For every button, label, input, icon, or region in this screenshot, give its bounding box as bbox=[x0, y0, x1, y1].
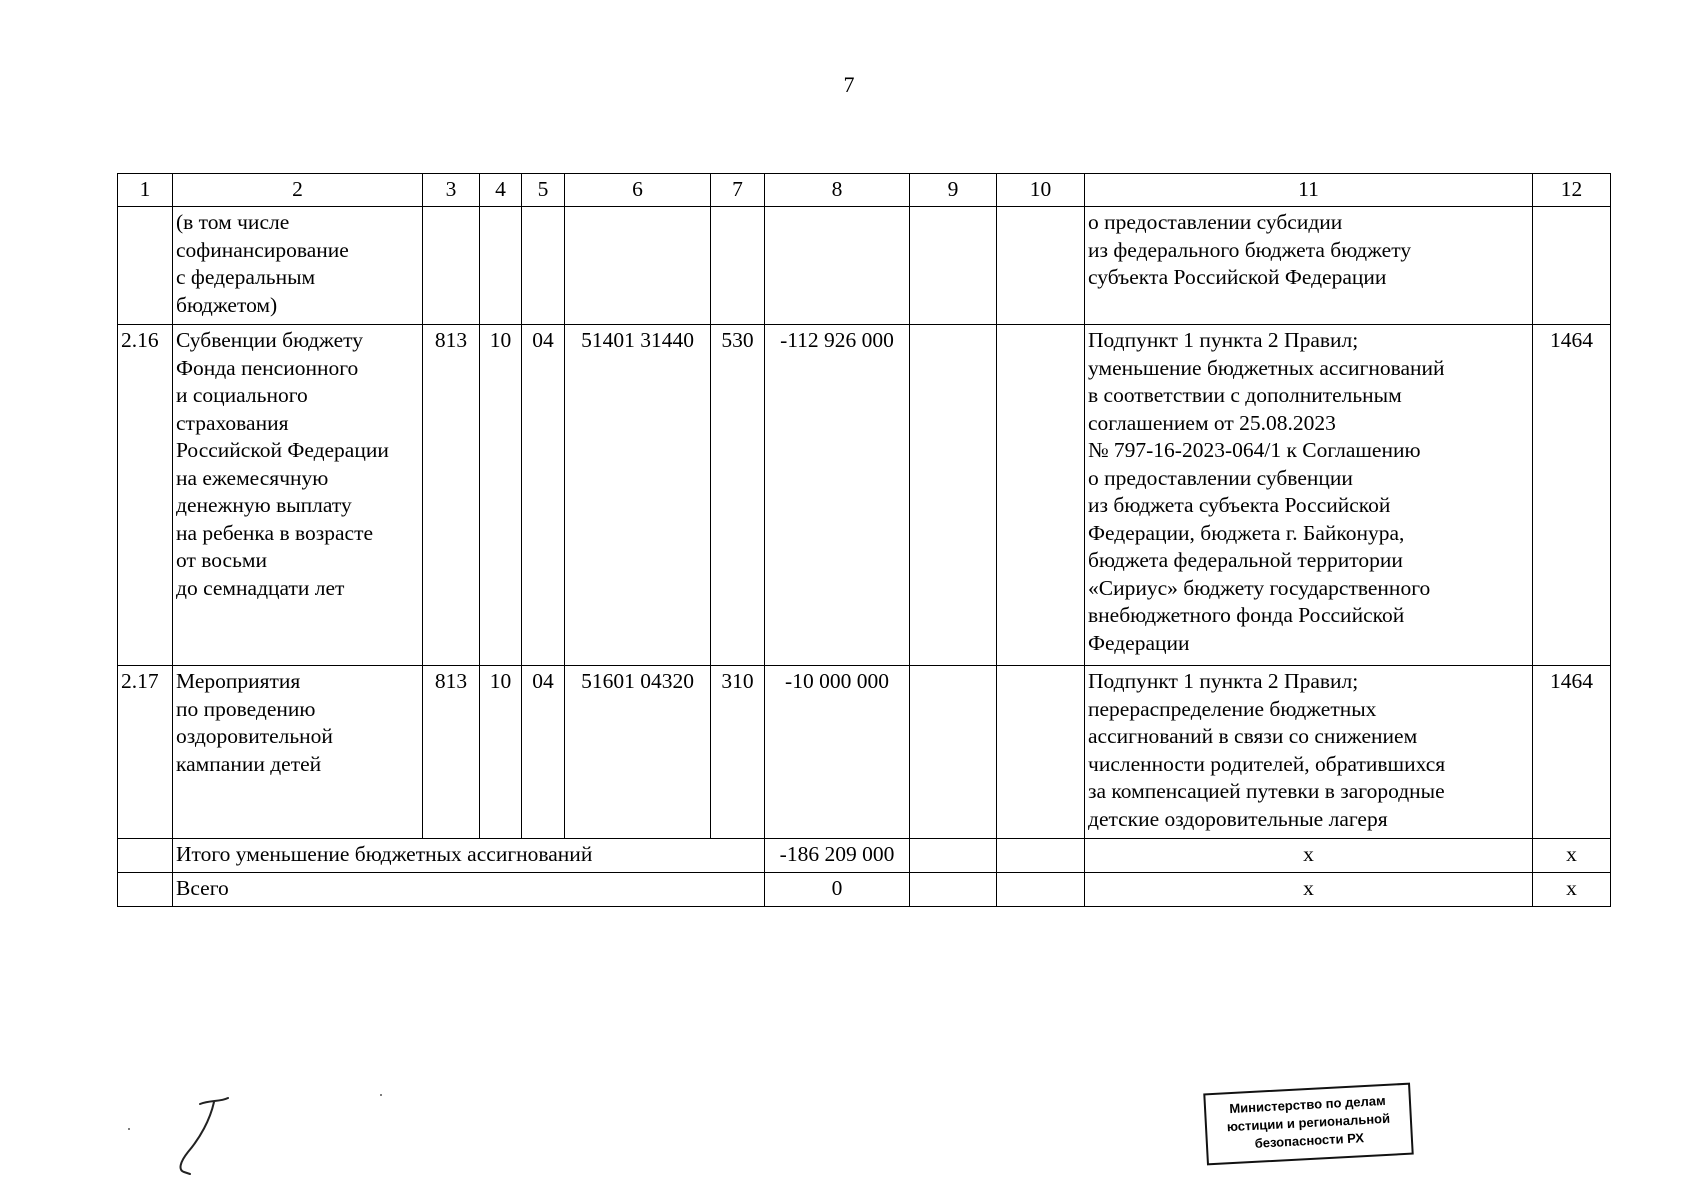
official-stamp bbox=[1203, 1083, 1413, 1166]
basis-text: Подпункт 1 пункта 2 Правил; перераспределение бюджетных ассигнований в связи со снижением численности родителей, обратившихся за компенсацией путевки в загородные детские оздоровительные лагеря bbox=[1085, 666, 1533, 839]
grand-total-row bbox=[118, 873, 1611, 907]
cell-code: 1464 bbox=[1533, 666, 1611, 839]
cell-amount: -10 000 000 bbox=[765, 666, 910, 839]
grand-total-amount: 0 bbox=[765, 873, 910, 907]
column-header: 10 bbox=[997, 174, 1085, 207]
column-header: 5 bbox=[522, 174, 565, 207]
column-header: 7 bbox=[711, 174, 765, 207]
item-name: (в том числе софинансирование с федеральным бюджетом) bbox=[173, 207, 423, 325]
page-number: 7 bbox=[843, 72, 855, 97]
cell-target-article: 51601 04320 bbox=[565, 666, 711, 839]
column-header: 9 bbox=[910, 174, 997, 207]
cell-x: x bbox=[1085, 873, 1533, 907]
column-header: 12 bbox=[1533, 174, 1611, 207]
scan-speck bbox=[380, 1094, 382, 1096]
grand-total-label: Всего bbox=[173, 873, 765, 907]
row-number: 2.17 bbox=[118, 666, 173, 839]
cell-target-article: 51401 31440 bbox=[565, 325, 711, 666]
cell-col10 bbox=[997, 666, 1085, 839]
stamp-line: юстиции и региональной bbox=[1226, 1110, 1391, 1135]
cell-code: 1464 bbox=[1533, 325, 1611, 666]
basis-text: Подпункт 1 пункта 2 Правил; уменьшение бюджетных ассигнований в соответствии с дополнительным соглашением от 25.08.2023 № 797-16-2023-064/1 к Соглашению о предоставлении субвенции из бюджета субъекта Российской Федерации, бюджета г. Байконура, бюджета федеральной территории «Сириус» бюджету государственного внебюджетного фонда Российской Федерации bbox=[1085, 325, 1533, 666]
cell-expense-type: 310 bbox=[711, 666, 765, 839]
cell-col10 bbox=[997, 325, 1085, 666]
cell-section-code: 10 bbox=[480, 325, 522, 666]
item-name: Мероприятия по проведению оздоровительной кампании детей bbox=[173, 666, 423, 839]
total-decrease-label: Итого уменьшение бюджетных ассигнований bbox=[173, 839, 765, 873]
cell-x: x bbox=[1533, 873, 1611, 907]
handwritten-signature bbox=[170, 1090, 260, 1180]
stamp-line: безопасности РХ bbox=[1254, 1130, 1365, 1151]
cell-subsection-code: 04 bbox=[522, 666, 565, 839]
cell-subsection-code: 04 bbox=[522, 325, 565, 666]
table-header-row bbox=[118, 174, 1611, 207]
column-header: 8 bbox=[765, 174, 910, 207]
column-header: 3 bbox=[423, 174, 480, 207]
table-row bbox=[118, 666, 1611, 839]
cell-x: x bbox=[1533, 839, 1611, 873]
cell-amount: -112 926 000 bbox=[765, 325, 910, 666]
column-header: 4 bbox=[480, 174, 522, 207]
cell-ministry-code: 813 bbox=[423, 325, 480, 666]
total-decrease-amount: -186 209 000 bbox=[765, 839, 910, 873]
cell-ministry-code: 813 bbox=[423, 666, 480, 839]
row-number: 2.16 bbox=[118, 325, 173, 666]
column-header: 11 bbox=[1085, 174, 1533, 207]
stamp-line: Министерство по делам bbox=[1228, 1092, 1386, 1117]
column-header: 2 bbox=[173, 174, 423, 207]
continuation-row bbox=[118, 207, 1611, 325]
column-header: 1 bbox=[118, 174, 173, 207]
cell-section-code: 10 bbox=[480, 666, 522, 839]
table-row bbox=[118, 325, 1611, 666]
total-decrease-row bbox=[118, 839, 1611, 873]
column-header: 6 bbox=[565, 174, 711, 207]
basis-text: о предоставлении субсидии из федерального бюджета бюджету субъекта Российской Федерации bbox=[1085, 207, 1533, 325]
cell-col9 bbox=[910, 666, 997, 839]
scan-speck bbox=[128, 1128, 130, 1130]
cell-col9 bbox=[910, 325, 997, 666]
budget-allocation-table bbox=[117, 173, 1611, 907]
item-name: Субвенции бюджету Фонда пенсионного и социального страхования Российской Федерации на ежемесячную денежную выплату на ребенка в возрасте от восьми до семнадцати лет bbox=[173, 325, 423, 666]
cell-expense-type: 530 bbox=[711, 325, 765, 666]
cell-x: x bbox=[1085, 839, 1533, 873]
